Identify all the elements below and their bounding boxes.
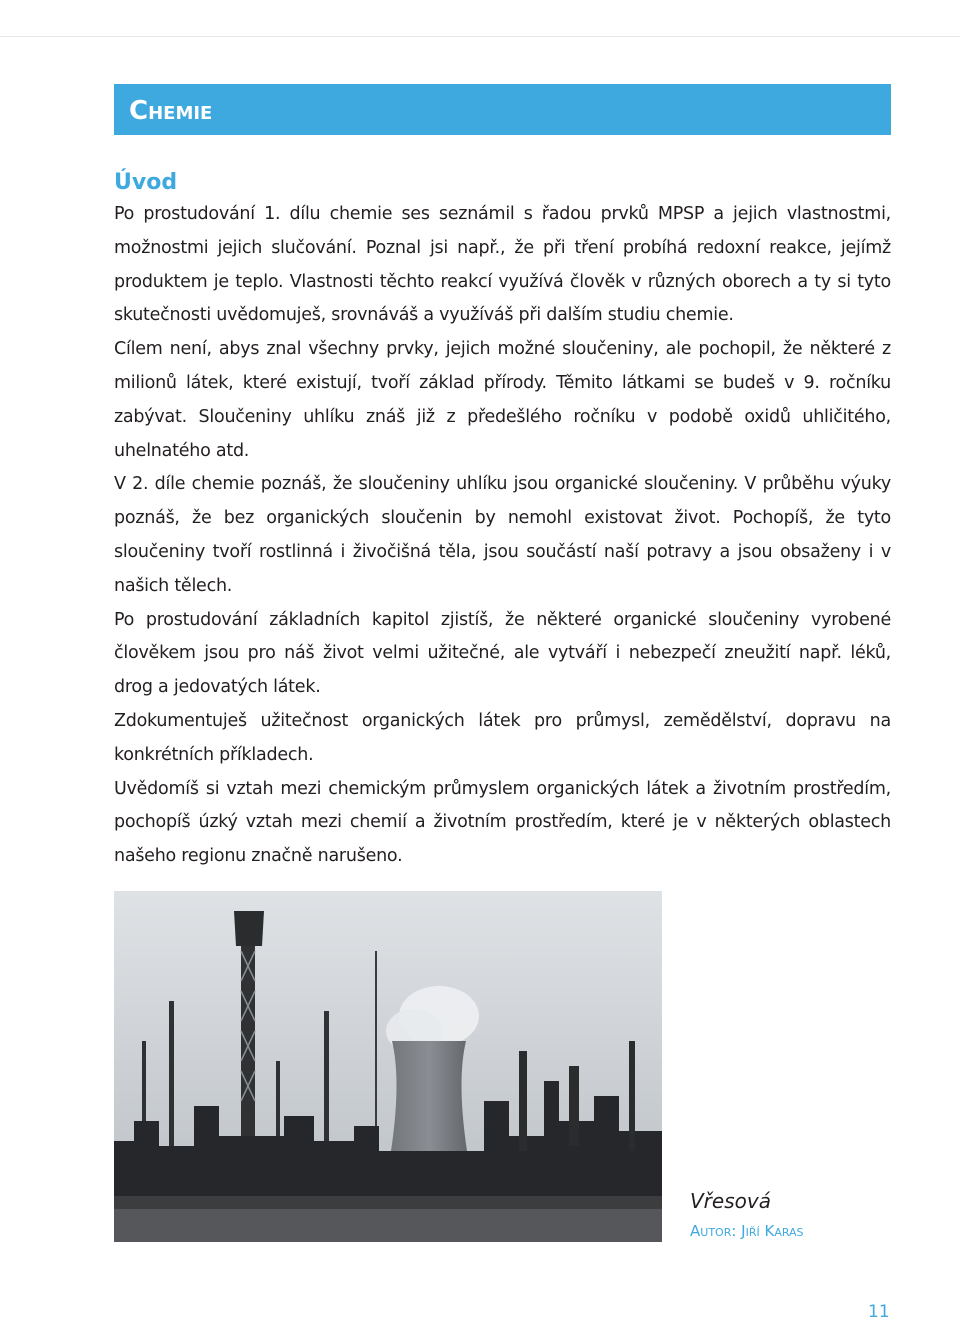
photo-caption: [690, 1186, 804, 1242]
photo-author: Autor: Jiří Karas: [690, 1222, 804, 1240]
chapter-banner: [114, 84, 891, 135]
page-number: 11: [868, 1302, 890, 1322]
section-heading: Úvod: [114, 170, 178, 195]
paragraph-5: Zdokumentuješ užitečnost organických látek pro průmysl, zemědělství, dopravu na konkrétních příkladech.: [114, 710, 891, 765]
chapter-title: Chemie: [129, 96, 213, 126]
paragraph-1: Po prostudování 1. dílu chemie ses seznámil s řadou prvků MPSP a jejich vlastnostmi, možnostmi jejich slučování. Poznal jsi např., že při tření probíhá redoxní reakce, jejímž produktem je teplo. Vlastnosti těchto reakcí využívá člověk v různých oborech a ty si tyto skutečnosti uvědomuješ, srovnáváš a využíváš při dalším studiu chemie.: [114, 204, 891, 326]
paragraph-3: V 2. díle chemie poznáš, že sloučeniny uhlíku jsou organické sloučeniny. V průběhu výuky poznáš, že bez organických sloučenin by nemohl existovat život. Pochopíš, že tyto sloučeniny tvoří rostlinná i živočišná těla, jsou součástí naší potravy a jsou obsaženy i v našich tělech.: [114, 474, 891, 596]
main-content: [114, 168, 891, 874]
industrial-plant-photo: [114, 891, 662, 1242]
paragraph-4: Po prostudování základních kapitol zjistíš, že některé organické sloučeniny vyrobené člověkem jsou pro náš život velmi užitečné, ale vytváří i nebezpečí zneužití např. léků, drog a jedovatých látek.: [114, 609, 891, 698]
photo-caption-title: Vřesová: [690, 1189, 771, 1213]
paragraph-6: Uvědomíš si vztah mezi chemickým průmyslem organických látek a životním prostředím, pochopíš úzký vztah mezi chemií a životním prostředím, které je v některých oblastech našeho regionu značně narušeno.: [114, 778, 891, 867]
top-strip: [0, 0, 960, 37]
plant-silhouette: [114, 891, 662, 1242]
paragraph-2: Cílem není, abys znal všechny prvky, jejich možné sloučeniny, ale pochopil, že některé z milionů látek, které existují, tvoří základ přírody. Těmito látkami se budeš v 9. ročníku zabývat. Sloučeniny uhlíku znáš již z předešlého ročníku v podobě oxidů uhličitého, uhelnatého atd.: [114, 339, 891, 461]
